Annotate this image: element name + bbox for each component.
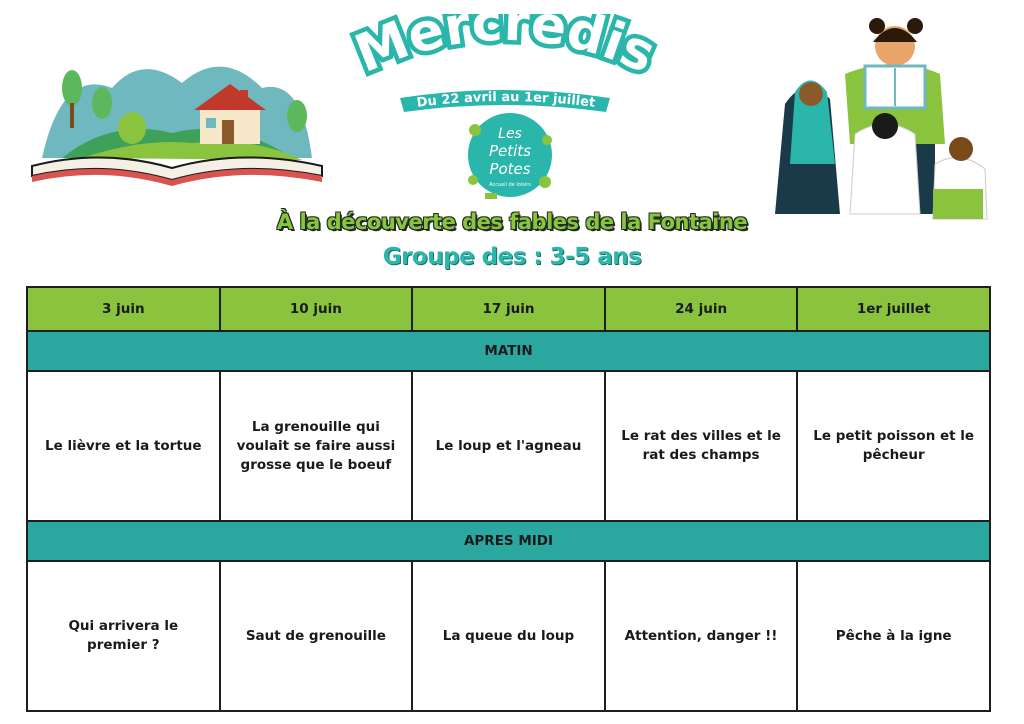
- activity-cell: Le petit poisson et le pêcheur: [797, 371, 990, 521]
- activity-cell: Qui arrivera le premier ?: [27, 561, 220, 711]
- age-group-label: Groupe des : 3-5 ans: [382, 244, 642, 270]
- morning-band-row: [27, 331, 990, 371]
- svg-text:Mercredis: [347, 14, 664, 85]
- logo-line-1: Les: [498, 126, 522, 142]
- afternoon-band-row: [27, 521, 990, 561]
- activity-cell: Le loup et l'agneau: [412, 371, 605, 521]
- activity-cell: Pêche à la igne: [797, 561, 990, 711]
- subtitle: À la découverte des fables de la Fontaine: [276, 210, 748, 234]
- page-title: Mercredis: [347, 14, 664, 86]
- logo-line-3: Potes: [489, 160, 531, 178]
- logo-tagline: Accueil de loisirs: [489, 182, 531, 188]
- svg-text:Du 22 avril au 1er juillet: [416, 90, 596, 111]
- activity-cell: Attention, danger !!: [605, 561, 798, 711]
- afternoon-activities-row: [27, 561, 990, 711]
- activity-cell: Saut de grenouille: [220, 561, 413, 711]
- column-header: 3 juin: [27, 287, 220, 331]
- activity-cell: Le rat des villes et le rat des champs: [605, 371, 798, 521]
- column-header: 17 juin: [412, 287, 605, 331]
- reading-children-illustration: [765, 14, 995, 226]
- column-header: 1er juillet: [797, 287, 990, 331]
- open-book-landscape-illustration: [22, 48, 327, 188]
- title-graphic: [340, 14, 670, 114]
- section-label-afternoon: APRES MIDI: [27, 521, 990, 561]
- section-label-morning: MATIN: [27, 331, 990, 371]
- logo-line-2: Petits: [488, 142, 532, 160]
- morning-activities-row: [27, 371, 990, 521]
- activity-schedule-table: [26, 286, 991, 712]
- date-range: Du 22 avril au 1er juillet: [415, 89, 597, 111]
- les-petits-potes-logo: [455, 110, 565, 200]
- date-header-row: [27, 287, 990, 331]
- column-header: 24 juin: [605, 287, 798, 331]
- activity-cell: La grenouille qui voulait se faire aussi grosse que le boeuf: [220, 371, 413, 521]
- activity-cell: La queue du loup: [412, 561, 605, 711]
- activity-cell: Le lièvre et la tortue: [27, 371, 220, 521]
- title-banner: [340, 14, 670, 114]
- column-header: 10 juin: [220, 287, 413, 331]
